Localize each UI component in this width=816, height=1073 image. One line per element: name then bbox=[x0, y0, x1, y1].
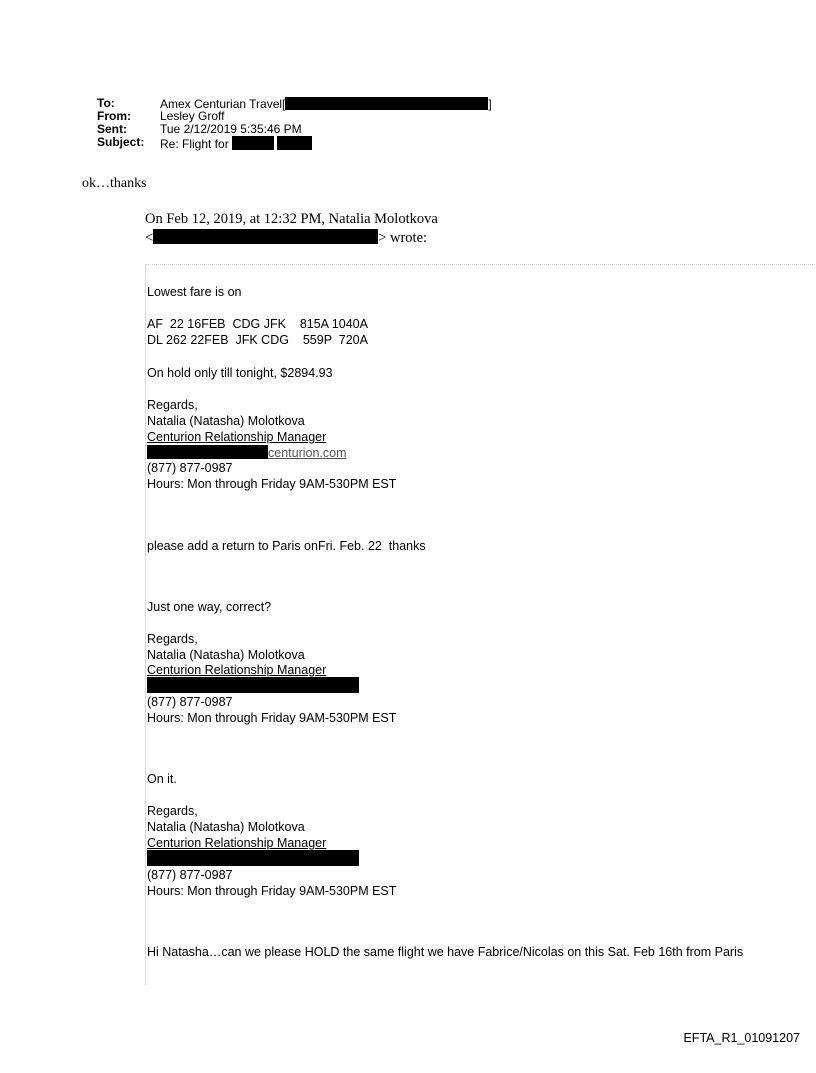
flight-line: AF 22 16FEB CDG JFK 815A 1040A bbox=[147, 317, 368, 331]
signature-hours: Hours: Mon through Friday 9AM-530PM EST bbox=[147, 711, 397, 725]
signature-phone: (877) 877-0987 bbox=[147, 461, 233, 475]
wrote-text: > wrote: bbox=[378, 230, 428, 246]
signature-hours: Hours: Mon through Friday 9AM-530PM EST bbox=[147, 477, 397, 491]
redaction-bar bbox=[285, 97, 488, 110]
signature-email-redacted bbox=[147, 677, 359, 695]
signature-hours: Hours: Mon through Friday 9AM-530PM EST bbox=[147, 884, 397, 898]
signature-title: Centurion Relationship Manager bbox=[147, 663, 327, 677]
to-label: To: bbox=[97, 96, 115, 110]
sent-label: Sent: bbox=[97, 122, 127, 136]
open-bracket: < bbox=[145, 230, 154, 246]
signature-title: Centurion Relationship Manager bbox=[147, 836, 327, 850]
redaction-bar bbox=[277, 136, 312, 150]
document-id: EFTA_R1_01091207 bbox=[683, 1031, 800, 1045]
signature-name: Natalia (Natasha) Molotkova bbox=[147, 820, 305, 834]
from-value: Lesley Groff bbox=[160, 109, 225, 123]
subject-label: Subject: bbox=[97, 135, 145, 149]
from-label: From: bbox=[97, 109, 131, 123]
signature-title: Centurion Relationship Manager bbox=[147, 430, 327, 444]
signature-regards: Regards, bbox=[147, 804, 198, 818]
subject-text: Re: Flight for bbox=[160, 137, 229, 151]
redaction-bar bbox=[232, 136, 274, 150]
email-link[interactable]: centurion.com bbox=[268, 446, 347, 460]
attribution-line: On Feb 12, 2019, at 12:32 PM, Natalia Molotkova bbox=[145, 211, 438, 227]
message-text: Lowest fare is on bbox=[147, 285, 242, 299]
signature-email bbox=[147, 445, 347, 461]
message-text: On it. bbox=[147, 772, 177, 786]
flight-line: DL 262 22FEB JFK CDG 559P 720A bbox=[147, 333, 368, 347]
signature-name: Natalia (Natasha) Molotkova bbox=[147, 648, 305, 662]
redaction-bar bbox=[147, 850, 359, 866]
to-suffix: ] bbox=[488, 97, 492, 111]
signature-phone: (877) 877-0987 bbox=[147, 868, 233, 882]
redaction-bar bbox=[147, 445, 268, 459]
signature-regards: Regards, bbox=[147, 398, 198, 412]
message-text: Just one way, correct? bbox=[147, 600, 272, 614]
reply-text: ok…thanks bbox=[82, 176, 147, 191]
to-name: Amex Centurian Travel[ bbox=[160, 97, 286, 111]
signature-email-redacted bbox=[147, 850, 359, 868]
subject-value bbox=[160, 136, 312, 151]
signature-regards: Regards, bbox=[147, 632, 198, 646]
attribution-email-line bbox=[145, 229, 427, 247]
redaction-bar bbox=[153, 229, 378, 244]
sent-value: Tue 2/12/2019 5:35:46 PM bbox=[160, 122, 302, 136]
message-text: Hi Natasha…can we please HOLD the same flight we have Fabrice/Nicolas on this Sat. Feb 16th from Paris bbox=[147, 945, 744, 959]
signature-name: Natalia (Natasha) Molotkova bbox=[147, 414, 305, 428]
redaction-bar bbox=[147, 677, 359, 693]
message-text: On hold only till tonight, $2894.93 bbox=[147, 366, 333, 380]
message-text: please add a return to Paris onFri. Feb. 22 thanks bbox=[147, 539, 426, 553]
signature-phone: (877) 877-0987 bbox=[147, 695, 233, 709]
